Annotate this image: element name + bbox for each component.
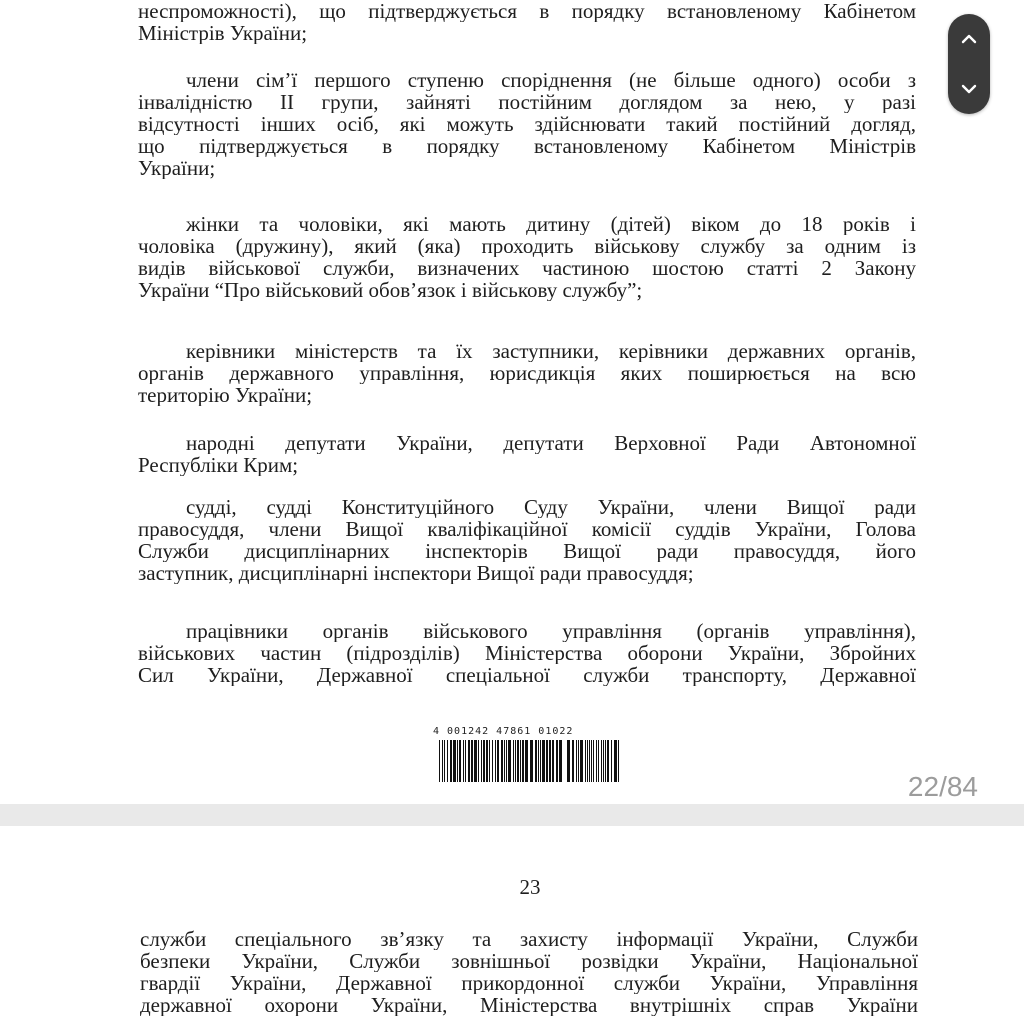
barcode-bar [618,740,619,782]
barcode-bar [471,740,473,782]
barcode [433,726,623,786]
text-line: Міністрів України; [138,22,308,44]
text-line: правосуддя, члени Вищої кваліфікаційної комісії суддів України, Голова [138,518,916,540]
paragraph-judges [138,496,916,584]
paragraph-spouses-of-servicemen [138,213,916,301]
chevron-down-icon [959,79,979,99]
barcode-digits: 4 001242 47861 01022 [433,726,574,737]
barcode-bar [567,740,570,782]
barcode-bars [439,740,619,782]
barcode-bar [478,740,479,782]
barcode-bar [522,740,524,782]
text-line: жінки та чоловіки, які мають дитину (дітей) віком до 18 років і [186,213,916,235]
barcode-bar [614,740,617,782]
text-line: Служби дисциплінарних інспекторів Вищої ради правосуддя, його [138,540,916,562]
text-line: гвардії України, Державної прикордонної служби України, Управління [140,972,918,994]
barcode-bar [538,740,539,782]
barcode-bar [542,740,545,782]
barcode-bar [535,740,537,782]
barcode-bar [474,740,477,782]
barcode-bar [465,740,466,782]
barcode-bar [556,740,558,782]
text-line: державної охорони України, Міністерства внутрішніх справ України [140,994,918,1016]
barcode-bar [603,740,604,782]
page-23-text [140,928,918,1016]
barcode-bar [508,740,511,782]
barcode-bar [578,740,579,782]
text-line: органів державного управління, юрисдикція яких поширюється на всю [138,362,916,384]
text-line: України; [138,157,216,179]
text-line: військових частин (підрозділів) Міністерства оборони України, Збройних [138,642,916,664]
barcode-bar [576,740,577,782]
barcode-bar [607,740,609,782]
barcode-bar [559,740,562,782]
paragraph-ministry-heads [138,340,916,406]
barcode-bar [450,740,452,782]
barcode-bar [525,740,528,782]
text-line: Республіки Крим; [138,454,299,476]
page-number: 23 [519,875,541,899]
barcode-bar [463,740,464,782]
page-nav-control [948,14,990,114]
text-line: відсутності інших осіб, які можуть здійснювати такий постійний догляд, [138,113,916,135]
barcode-bar [483,740,485,782]
barcode-bar [598,740,599,782]
barcode-bar [506,740,507,782]
paragraph-deputies [138,432,916,476]
previous-page-button[interactable] [948,14,990,64]
barcode-bar [468,740,470,782]
barcode-bar [481,740,482,782]
text-line: чоловіка (дружину), який (яка) проходить військову службу за одним із [138,235,916,257]
text-line: керівники міністерств та їх заступники, керівники державних органів, [186,340,916,362]
barcode-bar [585,740,586,782]
barcode-bar [515,740,516,782]
barcode-bar [546,740,548,782]
barcode-bar [593,740,594,782]
barcode-bar [444,740,445,782]
barcode-bar [572,740,574,782]
barcode-bar [552,740,554,782]
text-line: видів військової служби, визначених частиною шостою статті 2 Закону [138,257,916,279]
barcode-bar [591,740,592,782]
barcode-bar [489,740,490,782]
text-line: України “Про військовий обов’язок і військову службу”; [138,279,643,301]
document-page-23 [0,826,1024,1024]
barcode-bar [486,740,488,782]
barcode-bar [611,740,612,782]
text-line: Сил України, Державної спеціальної служби транспорту, Державної [138,664,916,686]
text-line: заступник, дисциплінарні інспектори Вищої ради правосуддя; [138,562,694,584]
barcode-bar [497,740,499,782]
barcode-bar [530,740,533,782]
text-line: неспроможності), що підтверджується в порядку встановленому Кабінетом [138,0,916,22]
barcode-bar [495,740,496,782]
barcode-bar [501,740,503,782]
page-counter: 22/84 [907,771,978,802]
barcode-bar [459,740,461,782]
barcode-bar [439,740,440,782]
barcode-bar [589,740,590,782]
barcode-bar [457,740,458,782]
page-22-text [138,0,916,44]
barcode-bar [549,740,551,782]
barcode-bar [492,740,493,782]
barcode-bar [520,740,521,782]
text-line: народні депутати України, депутати Верховної Ради Автономної [186,432,916,454]
barcode-bar [601,740,602,782]
chevron-up-icon [959,29,979,49]
text-line: судді, судді Конституційного Суду України, члени Вищої ради [186,496,916,518]
barcode-bar [453,740,456,782]
text-line: працівники органів військового управління (органів управління), [186,620,916,642]
barcode-bar [605,740,606,782]
text-line: що підтверджується в порядку встановленому Кабінетом Міністрів [138,135,916,157]
barcode-bar [540,740,541,782]
text-line: інвалідністю II групи, зайняті постійним доглядом за нею, у разі [138,91,916,113]
barcode-bar [517,740,519,782]
text-line: члени сім’ї першого ступеню споріднення (не більше одного) особи з [186,69,916,91]
paragraph-military-workers [138,620,916,686]
barcode-bar [447,740,448,782]
barcode-bar [580,740,583,782]
barcode-bar [587,740,588,782]
text-line: служби спеціального зв’язку та захисту інформації України, Служби [140,928,918,950]
barcode-bar [442,740,443,782]
text-line: територію України; [138,384,313,406]
barcode-bar [596,740,597,782]
paragraph-family-members [138,69,916,179]
text-line: безпеки України, Служби зовнішньої розвідки України, Національної [140,950,918,972]
barcode-bar [504,740,505,782]
barcode-bar [513,740,514,782]
next-page-button[interactable] [948,64,990,114]
